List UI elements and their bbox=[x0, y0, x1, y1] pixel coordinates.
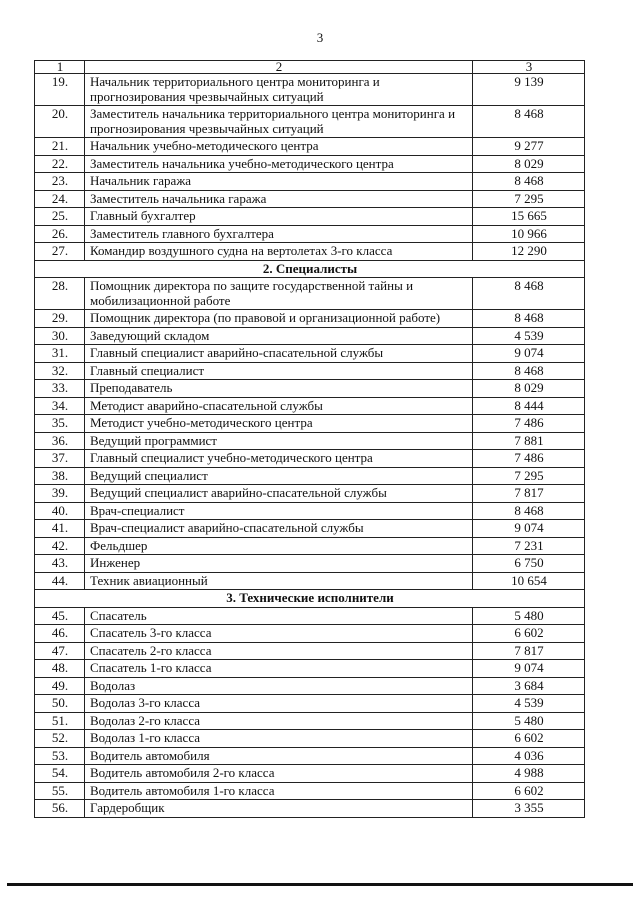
table-row bbox=[35, 362, 585, 380]
position-title: Спасатель bbox=[85, 607, 473, 625]
row-number: 36. bbox=[35, 432, 85, 450]
table-row bbox=[35, 502, 585, 520]
position-title: Спасатель 3-го класса bbox=[85, 625, 473, 643]
position-title: Водолаз 1-го класса bbox=[85, 730, 473, 748]
row-number: 38. bbox=[35, 467, 85, 485]
salary-value: 7 295 bbox=[473, 190, 585, 208]
table-row bbox=[35, 800, 585, 818]
row-number: 20. bbox=[35, 106, 85, 138]
row-number: 50. bbox=[35, 695, 85, 713]
position-title: Водолаз 3-го класса bbox=[85, 695, 473, 713]
salary-value: 9 139 bbox=[473, 74, 585, 106]
table-row bbox=[35, 467, 585, 485]
row-number: 56. bbox=[35, 800, 85, 818]
row-number: 52. bbox=[35, 730, 85, 748]
table-row bbox=[35, 173, 585, 191]
table-row bbox=[35, 327, 585, 345]
salary-value: 6 602 bbox=[473, 730, 585, 748]
position-title: Водолаз 2-го класса bbox=[85, 712, 473, 730]
position-title: Водолаз bbox=[85, 677, 473, 695]
salary-value: 8 029 bbox=[473, 380, 585, 398]
table-row bbox=[35, 310, 585, 328]
position-title: Методист аварийно-спасательной службы bbox=[85, 397, 473, 415]
position-title: Спасатель 2-го класса bbox=[85, 642, 473, 660]
salary-value: 7 881 bbox=[473, 432, 585, 450]
table-row bbox=[35, 106, 585, 138]
salary-value: 10 654 bbox=[473, 572, 585, 590]
section-row bbox=[35, 260, 585, 278]
row-number: 30. bbox=[35, 327, 85, 345]
row-number: 42. bbox=[35, 537, 85, 555]
row-number: 37. bbox=[35, 450, 85, 468]
salary-value: 8 468 bbox=[473, 278, 585, 310]
table-row bbox=[35, 625, 585, 643]
position-title: Врач-специалист аварийно-спасательной службы bbox=[85, 520, 473, 538]
page-number: 3 bbox=[316, 30, 324, 45]
position-title: Главный бухгалтер bbox=[85, 208, 473, 226]
table-row bbox=[35, 485, 585, 503]
row-number: 41. bbox=[35, 520, 85, 538]
row-number: 27. bbox=[35, 243, 85, 261]
position-title: Гардеробщик bbox=[85, 800, 473, 818]
table-row bbox=[35, 432, 585, 450]
row-number: 32. bbox=[35, 362, 85, 380]
position-title: Техник авиационный bbox=[85, 572, 473, 590]
row-number: 45. bbox=[35, 607, 85, 625]
table-row bbox=[35, 190, 585, 208]
salary-value: 12 290 bbox=[473, 243, 585, 261]
position-title: Главный специалист аварийно-спасательной службы bbox=[85, 345, 473, 363]
position-title: Помощник директора (по правовой и организационной работе) bbox=[85, 310, 473, 328]
row-number: 40. bbox=[35, 502, 85, 520]
row-number: 22. bbox=[35, 155, 85, 173]
salary-value: 4 988 bbox=[473, 765, 585, 783]
row-number: 44. bbox=[35, 572, 85, 590]
position-title: Ведущий программист bbox=[85, 432, 473, 450]
salary-value: 6 602 bbox=[473, 625, 585, 643]
table-row bbox=[35, 415, 585, 433]
row-number: 53. bbox=[35, 747, 85, 765]
salary-value: 6 602 bbox=[473, 782, 585, 800]
position-title: Инженер bbox=[85, 555, 473, 573]
salary-value: 7 486 bbox=[473, 415, 585, 433]
position-title: Заместитель начальника гаража bbox=[85, 190, 473, 208]
bottom-rule bbox=[7, 883, 633, 886]
position-title: Спасатель 1-го класса bbox=[85, 660, 473, 678]
salary-value: 7 231 bbox=[473, 537, 585, 555]
table-row bbox=[35, 225, 585, 243]
table-header-row bbox=[35, 61, 585, 74]
table-row bbox=[35, 450, 585, 468]
table-row bbox=[35, 520, 585, 538]
row-number: 54. bbox=[35, 765, 85, 783]
position-title: Начальник гаража bbox=[85, 173, 473, 191]
table-row bbox=[35, 555, 585, 573]
salary-value: 8 468 bbox=[473, 106, 585, 138]
salary-value: 9 074 bbox=[473, 520, 585, 538]
table-row bbox=[35, 278, 585, 310]
salary-value: 10 966 bbox=[473, 225, 585, 243]
position-title: Водитель автомобиля bbox=[85, 747, 473, 765]
section-heading: 3. Технические исполнители bbox=[35, 590, 585, 608]
position-title: Преподаватель bbox=[85, 380, 473, 398]
row-number: 47. bbox=[35, 642, 85, 660]
row-number: 28. bbox=[35, 278, 85, 310]
position-title: Методист учебно-методического центра bbox=[85, 415, 473, 433]
position-title: Водитель автомобиля 2-го класса bbox=[85, 765, 473, 783]
row-number: 19. bbox=[35, 74, 85, 106]
position-title: Заместитель главного бухгалтера bbox=[85, 225, 473, 243]
salary-value: 8 468 bbox=[473, 362, 585, 380]
section-row bbox=[35, 590, 585, 608]
header-col-2: 2 bbox=[85, 61, 473, 74]
position-title: Начальник учебно-методического центра bbox=[85, 138, 473, 156]
salary-value: 4 539 bbox=[473, 327, 585, 345]
salary-value: 8 444 bbox=[473, 397, 585, 415]
table-row bbox=[35, 712, 585, 730]
row-number: 24. bbox=[35, 190, 85, 208]
salary-value: 9 074 bbox=[473, 660, 585, 678]
row-number: 29. bbox=[35, 310, 85, 328]
position-title: Заместитель начальника территориального центра мониторинга и прогнозирования чрезвычайных ситуаций bbox=[85, 106, 473, 138]
salary-value: 8 468 bbox=[473, 502, 585, 520]
table-row bbox=[35, 782, 585, 800]
section-heading: 2. Специалисты bbox=[35, 260, 585, 278]
position-title: Ведущий специалист bbox=[85, 467, 473, 485]
salary-value: 6 750 bbox=[473, 555, 585, 573]
table-row bbox=[35, 695, 585, 713]
row-number: 51. bbox=[35, 712, 85, 730]
table-row bbox=[35, 397, 585, 415]
table-row bbox=[35, 730, 585, 748]
salary-value: 8 468 bbox=[473, 310, 585, 328]
table-row bbox=[35, 677, 585, 695]
position-title: Главный специалист bbox=[85, 362, 473, 380]
header-col-1: 1 bbox=[35, 61, 85, 74]
row-number: 33. bbox=[35, 380, 85, 398]
table-row bbox=[35, 537, 585, 555]
salary-value: 7 295 bbox=[473, 467, 585, 485]
row-number: 25. bbox=[35, 208, 85, 226]
salary-value: 8 468 bbox=[473, 173, 585, 191]
row-number: 49. bbox=[35, 677, 85, 695]
table-row bbox=[35, 345, 585, 363]
salary-value: 9 277 bbox=[473, 138, 585, 156]
table-row bbox=[35, 607, 585, 625]
position-title: Помощник директора по защите государственной тайны и мобилизационной работе bbox=[85, 278, 473, 310]
position-title: Врач-специалист bbox=[85, 502, 473, 520]
salary-value: 7 486 bbox=[473, 450, 585, 468]
header-col-3: 3 bbox=[473, 61, 585, 74]
table-row bbox=[35, 243, 585, 261]
row-number: 39. bbox=[35, 485, 85, 503]
table-row bbox=[35, 155, 585, 173]
table-row bbox=[35, 660, 585, 678]
salary-value: 8 029 bbox=[473, 155, 585, 173]
position-title: Начальник территориального центра мониторинга и прогнозирования чрезвычайных ситуаций bbox=[85, 74, 473, 106]
row-number: 35. bbox=[35, 415, 85, 433]
row-number: 31. bbox=[35, 345, 85, 363]
table-row bbox=[35, 572, 585, 590]
table-row bbox=[35, 642, 585, 660]
row-number: 23. bbox=[35, 173, 85, 191]
row-number: 43. bbox=[35, 555, 85, 573]
row-number: 34. bbox=[35, 397, 85, 415]
position-title: Командир воздушного судна на вертолетах 3-го класса bbox=[85, 243, 473, 261]
salary-value: 3 684 bbox=[473, 677, 585, 695]
table-row bbox=[35, 747, 585, 765]
position-title: Заведующий складом bbox=[85, 327, 473, 345]
salary-table bbox=[34, 60, 585, 818]
position-title: Водитель автомобиля 1-го класса bbox=[85, 782, 473, 800]
salary-value: 4 036 bbox=[473, 747, 585, 765]
table-row bbox=[35, 380, 585, 398]
salary-value: 7 817 bbox=[473, 642, 585, 660]
row-number: 26. bbox=[35, 225, 85, 243]
row-number: 46. bbox=[35, 625, 85, 643]
salary-value: 5 480 bbox=[473, 607, 585, 625]
table-row bbox=[35, 138, 585, 156]
position-title: Главный специалист учебно-методического центра bbox=[85, 450, 473, 468]
row-number: 55. bbox=[35, 782, 85, 800]
salary-value: 5 480 bbox=[473, 712, 585, 730]
row-number: 21. bbox=[35, 138, 85, 156]
position-title: Заместитель начальника учебно-методического центра bbox=[85, 155, 473, 173]
position-title: Фельдшер bbox=[85, 537, 473, 555]
salary-value: 4 539 bbox=[473, 695, 585, 713]
salary-value: 3 355 bbox=[473, 800, 585, 818]
table-row bbox=[35, 208, 585, 226]
salary-value: 15 665 bbox=[473, 208, 585, 226]
salary-value: 9 074 bbox=[473, 345, 585, 363]
table-row bbox=[35, 74, 585, 106]
row-number: 48. bbox=[35, 660, 85, 678]
table-row bbox=[35, 765, 585, 783]
salary-value: 7 817 bbox=[473, 485, 585, 503]
position-title: Ведущий специалист аварийно-спасательной службы bbox=[85, 485, 473, 503]
